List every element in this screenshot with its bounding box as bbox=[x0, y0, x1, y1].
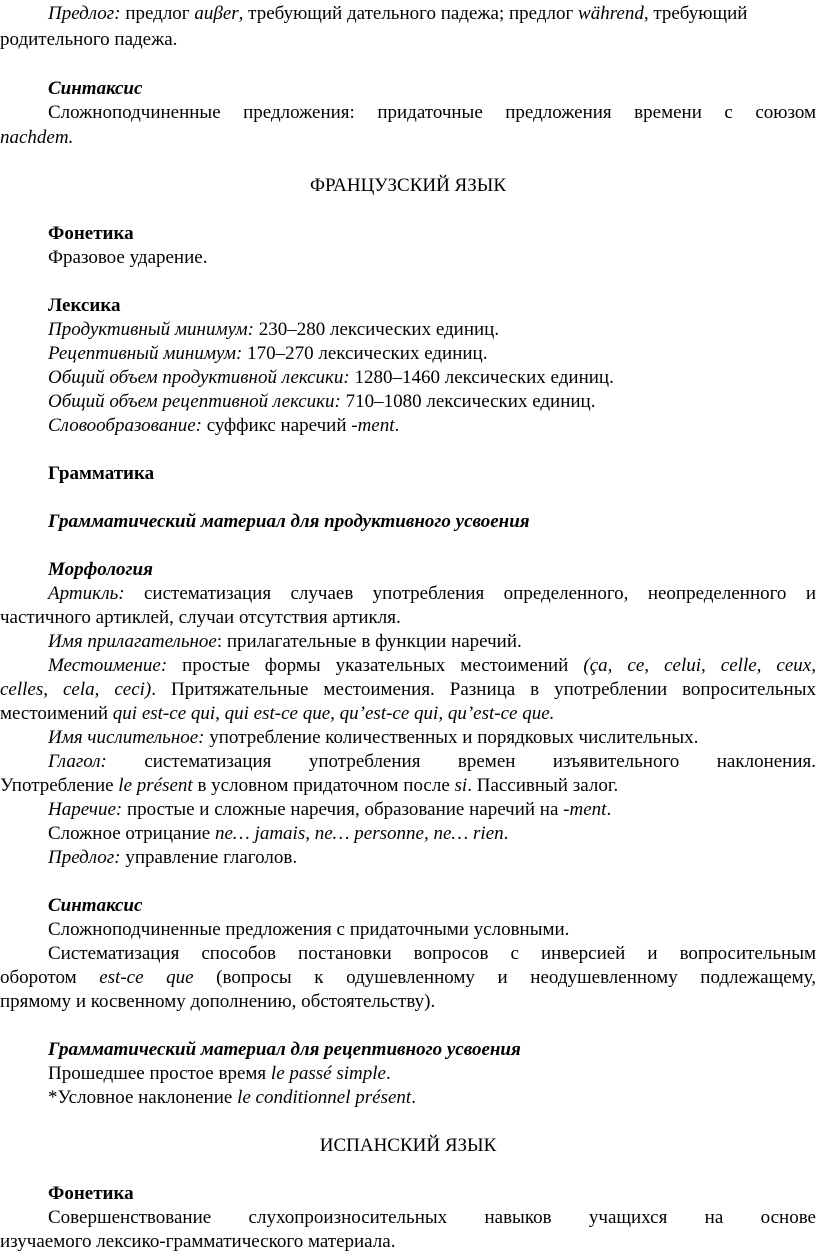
text-span: систематизация употребления времен изъявительного наклонения. bbox=[106, 751, 816, 772]
french-grammar-heading bbox=[48, 462, 154, 486]
text-span: *Условное наклонение bbox=[48, 1087, 238, 1108]
negation-line bbox=[48, 822, 508, 846]
text-span: . Притяжательные местоимения. Разница в употреблении вопросительных bbox=[151, 679, 816, 700]
lexis-label: Продуктивный минимум: bbox=[48, 319, 255, 340]
german-syntax-heading: Синтаксис bbox=[48, 78, 143, 99]
german-word: auβer bbox=[194, 3, 239, 24]
grammar-label: Имя числительное: bbox=[48, 727, 205, 748]
french-word: si bbox=[454, 775, 468, 796]
german-syntax-line-2 bbox=[0, 126, 73, 150]
text-span: употребление количественных и порядковых числительных. bbox=[204, 727, 699, 748]
text-span: Употребление bbox=[0, 775, 119, 796]
lexis-item bbox=[48, 342, 487, 366]
spanish-phonetics-line-1: Совершенствование слухопроизносительных навыков учащихся на основе bbox=[48, 1207, 816, 1228]
syntax-questions-line-1: Систематизация способов постановки вопросов с инверсией и вопросительным bbox=[48, 943, 816, 964]
text-span: (вопросы к одушевленному и неодушевленному подлежащему, bbox=[193, 967, 816, 988]
text-span: , требующий bbox=[643, 3, 748, 24]
lexis-value: 170–270 лексических единиц. bbox=[242, 343, 488, 364]
text-span: предлог bbox=[120, 3, 195, 24]
french-section-title: ФРАНЦУЗСКИЙ ЯЗЫК bbox=[309, 175, 506, 196]
lexis-label: Общий объем рецептивной лексики: bbox=[48, 391, 341, 412]
morphology-heading: Морфология bbox=[48, 559, 153, 580]
german-preposition-line bbox=[48, 2, 747, 26]
text-span: : прилагательные в функции наречий. bbox=[216, 631, 522, 652]
text-span: простые и сложные наречия, образование наречий на - bbox=[122, 799, 570, 820]
spanish-phonetics-heading bbox=[48, 1182, 134, 1206]
lexis-label: Словообразование: bbox=[48, 415, 202, 436]
wordformation-item bbox=[48, 414, 399, 438]
text-span: местоимений bbox=[0, 703, 113, 724]
text-span: . bbox=[503, 823, 509, 844]
lexis-value: 1280–1460 лексических единиц. bbox=[349, 367, 614, 388]
french-word: (ça, ce, celui, celle, ceux, bbox=[583, 655, 816, 676]
lexis-item bbox=[48, 366, 614, 390]
text-span: . bbox=[394, 415, 400, 436]
preposition-line bbox=[48, 846, 297, 870]
pronoun-line-2 bbox=[0, 678, 816, 702]
heading-text: Фонетика bbox=[48, 1183, 134, 1204]
grammar-label: Артикль: bbox=[48, 583, 125, 604]
heading-text: Фонетика bbox=[48, 223, 134, 244]
lexis-value: 230–280 лексических единиц. bbox=[254, 319, 500, 340]
syntax-line: Сложноподчиненные предложения с придаточными условными. bbox=[48, 919, 570, 940]
adjective-line bbox=[48, 630, 522, 654]
lexis-label: Общий объем продуктивной лексики: bbox=[48, 367, 350, 388]
past-simple-line bbox=[48, 1062, 391, 1086]
french-word: qui est-ce qui, qui est-ce que, qu’est-ce qui, qu’est-ce que. bbox=[112, 703, 555, 724]
text-span: Прошедшее простое время bbox=[48, 1063, 271, 1084]
grammar-label: Глагол: bbox=[48, 751, 107, 772]
verb-line-1 bbox=[0, 750, 816, 774]
french-phonetics-text: Фразовое ударение. bbox=[48, 247, 208, 268]
french-word: le présent bbox=[118, 775, 193, 796]
heading-text: Грамматика bbox=[48, 463, 155, 484]
numeral-line bbox=[48, 726, 698, 750]
german-preposition-line-2: родительного падежа. bbox=[0, 29, 178, 50]
french-phonetics-heading bbox=[48, 222, 134, 246]
french-word: celles, cela, ceci) bbox=[0, 679, 152, 700]
pronoun-line-3 bbox=[0, 702, 554, 726]
article-line-2: частичного артиклей, случаи отсутствия артикля. bbox=[0, 607, 401, 628]
text-span: оборотом bbox=[0, 967, 100, 988]
french-word: est-ce que bbox=[99, 967, 194, 988]
productive-grammar-heading: Грамматический материал для продуктивного усвоения bbox=[48, 511, 530, 532]
grammar-label: Предлог: bbox=[48, 847, 121, 868]
lexis-item bbox=[48, 390, 595, 414]
german-prep-label: Предлог: bbox=[48, 3, 121, 24]
conditional-line bbox=[48, 1086, 416, 1110]
german-word: während bbox=[578, 3, 644, 24]
french-word: le conditionnel présent bbox=[237, 1087, 412, 1108]
french-word: le passé simple bbox=[270, 1063, 386, 1084]
text-span: простые формы указательных местоимений bbox=[167, 655, 584, 676]
text-span: . Пассивный залог. bbox=[467, 775, 619, 796]
spanish-section-title: ИСПАНСКИЙ ЯЗЫК bbox=[319, 1135, 497, 1156]
text-span: Сложное отрицание bbox=[48, 823, 215, 844]
french-word: ment bbox=[569, 799, 607, 820]
text-span: , требующий дательного падежа; предлог bbox=[238, 3, 579, 24]
grammar-label: Наречие: bbox=[48, 799, 123, 820]
syntax-questions-line-3: прямому и косвенному дополнению, обстоятельству). bbox=[0, 991, 436, 1012]
text-span: управление глаголов. bbox=[120, 847, 298, 868]
french-lexis-heading bbox=[48, 294, 120, 318]
german-syntax-line-1: Сложноподчиненные предложения: придаточные предложения времени с союзом bbox=[48, 102, 816, 123]
pronoun-line-1 bbox=[0, 654, 816, 678]
text-span: . bbox=[411, 1087, 416, 1108]
grammar-label: Местоимение: bbox=[48, 655, 168, 676]
text-span: систематизация случаев употребления определенного, неопределенного и bbox=[124, 583, 816, 604]
receptive-grammar-heading: Грамматический материал для рецептивного усвоения bbox=[48, 1039, 521, 1060]
verb-line-2 bbox=[0, 774, 618, 798]
french-word: ment bbox=[357, 415, 395, 436]
text-span: в условном придаточном после bbox=[192, 775, 455, 796]
heading-text: Лексика bbox=[48, 295, 121, 316]
text-span: . bbox=[606, 799, 612, 820]
spanish-phonetics-line-2: изучаемого лексико-грамматического материала. bbox=[0, 1231, 396, 1252]
german-word: nachdem. bbox=[0, 127, 74, 148]
lexis-label: Рецептивный минимум: bbox=[48, 343, 243, 364]
lexis-value: 710–1080 лексических единиц. bbox=[340, 391, 596, 412]
french-syntax-heading: Синтаксис bbox=[48, 895, 143, 916]
text-span: . bbox=[385, 1063, 391, 1084]
french-word: ne… jamais, ne… personne, ne… rien bbox=[214, 823, 504, 844]
syntax-questions-line-2 bbox=[0, 966, 816, 990]
grammar-label: Имя прилагательное bbox=[48, 631, 217, 652]
lexis-item bbox=[48, 318, 499, 342]
text-span: суффикс наречий - bbox=[201, 415, 358, 436]
adverb-line bbox=[48, 798, 611, 822]
article-line-1 bbox=[0, 582, 816, 606]
